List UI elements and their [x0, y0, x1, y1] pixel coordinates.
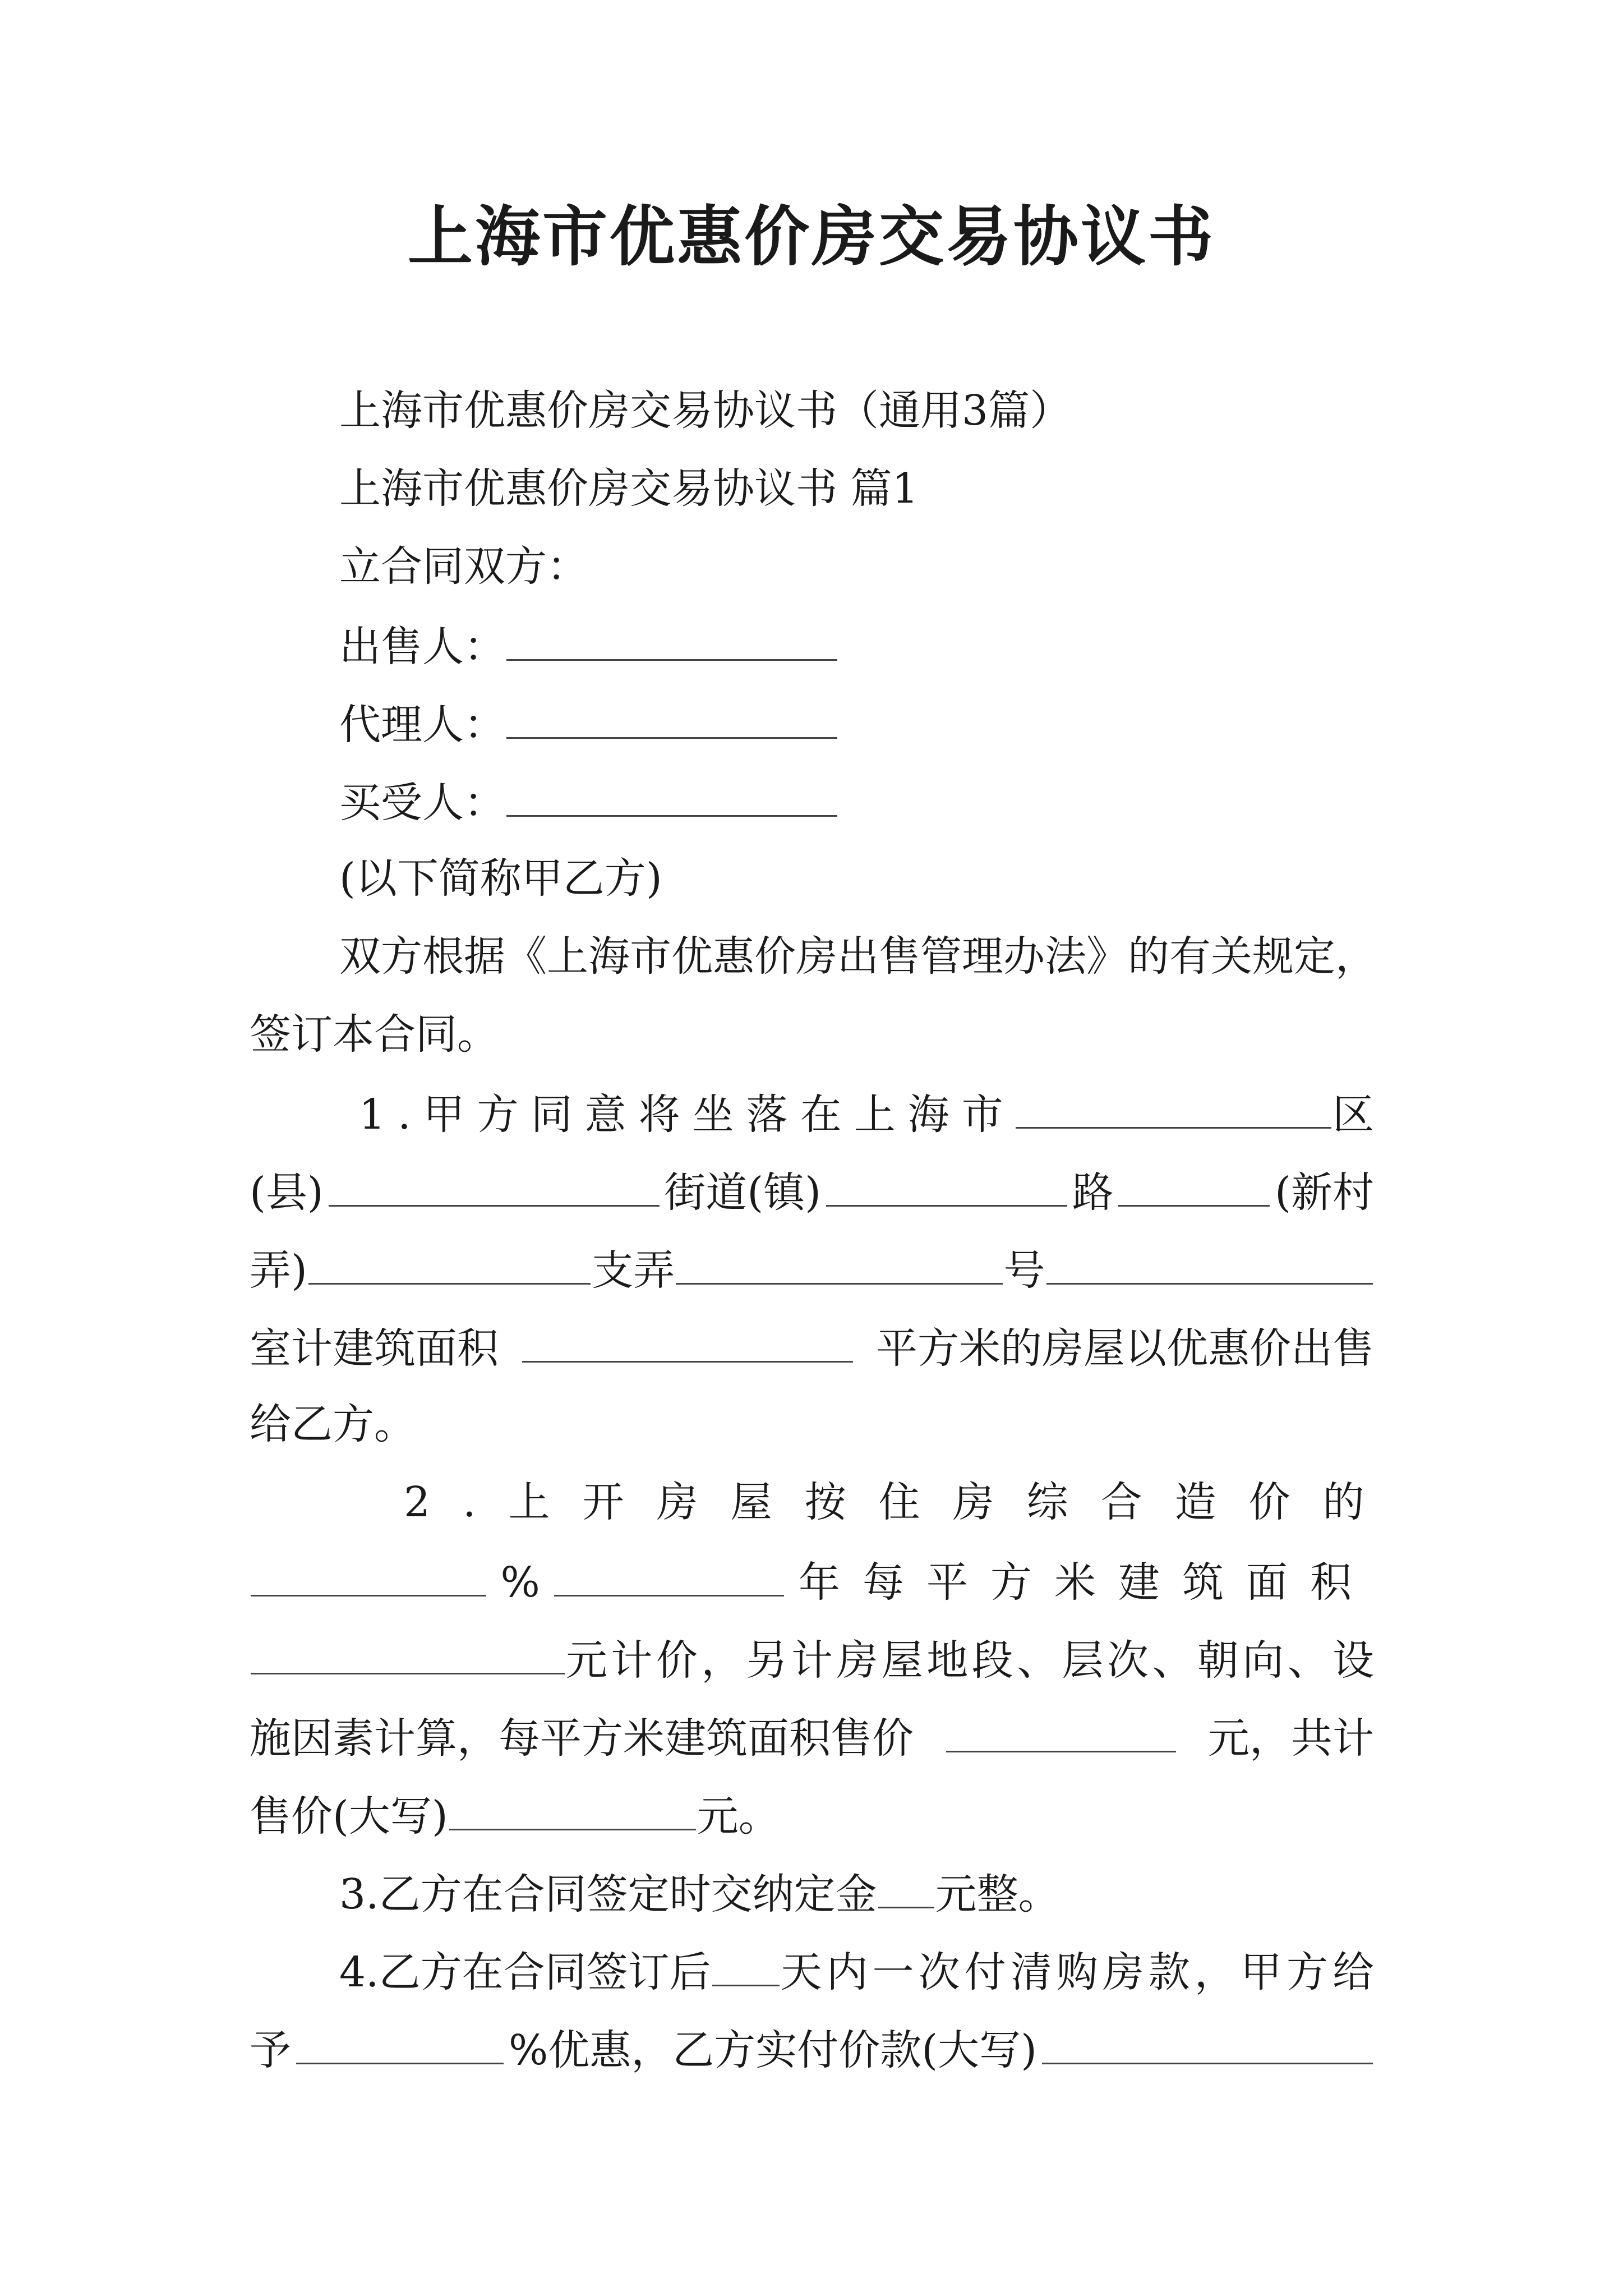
- unit-price-blank[interactable]: [946, 1709, 1176, 1752]
- sublane-blank[interactable]: [676, 1241, 1002, 1285]
- clause2-line2-text: 年每平方米建筑面积: [798, 1558, 1374, 1607]
- agent-line: [339, 696, 838, 752]
- clause1-line4: [250, 1319, 1374, 1375]
- clause1-text: 1.甲方同意将坐落在上海市: [359, 1091, 1016, 1139]
- percent-blank[interactable]: [251, 1553, 486, 1596]
- clause2-line4-text: 施因素计算，每平方米建筑面积售价: [250, 1714, 914, 1763]
- clause2-line5: [250, 1787, 1374, 1843]
- discount-blank[interactable]: [296, 2021, 504, 2064]
- number-label: 号: [1003, 1246, 1045, 1295]
- buyer-blank[interactable]: [506, 774, 837, 817]
- price-base-blank[interactable]: [251, 1631, 565, 1674]
- section-heading: 上海市优惠价房交易协议书 篇1: [339, 464, 919, 513]
- basis-paragraph-line1: 双方根据《上海市优惠价房出售管理办法》的有关规定，: [339, 932, 1377, 981]
- area-unit-text: 平方米的房屋以优惠价出售: [876, 1324, 1374, 1373]
- room-area-label: 室计建筑面积: [250, 1324, 499, 1373]
- buyer-label: 买受人：: [339, 779, 505, 827]
- clause4-line2-text: %优惠，乙方实付价款(大写): [508, 2026, 1037, 2074]
- clause2-text: 2.上开房屋按住房综合造价的: [404, 1478, 1397, 1526]
- clause2-line4-end: 元，共计: [1208, 1714, 1374, 1763]
- percent-sign: %: [500, 1558, 540, 1607]
- area-blank[interactable]: [522, 1319, 853, 1363]
- parties-heading: 立合同双方：: [339, 542, 588, 591]
- days-blank[interactable]: [712, 1943, 780, 1986]
- agent-blank[interactable]: [506, 696, 837, 739]
- basis-paragraph-line2: 签订本合同。: [250, 1010, 499, 1059]
- clause4-line1: [339, 1943, 1374, 1999]
- actual-payment-blank[interactable]: [1042, 2021, 1373, 2064]
- clause2-line3-text: 元计价，另计房屋地段、层次、朝向、设: [566, 1636, 1374, 1685]
- clause2-line2: [250, 1553, 1374, 1609]
- total-price-label: 售价(大写): [250, 1792, 448, 1841]
- clause2-line4: [250, 1709, 1374, 1765]
- clause4-text: 4.乙方在合同签订后: [339, 1948, 711, 1996]
- clause4-line2: [250, 2021, 1374, 2077]
- total-price-unit: 元。: [697, 1792, 780, 1841]
- street-label: 街道(镇): [664, 1168, 822, 1217]
- clause3-line: [339, 1865, 1374, 1921]
- document-title: 上海市优惠价房交易协议书: [408, 199, 1215, 275]
- district-label: 区: [1332, 1091, 1374, 1139]
- county-label: (县): [250, 1168, 324, 1217]
- seller-blank[interactable]: [506, 618, 837, 661]
- clause1-line5: 给乙方。: [250, 1400, 416, 1448]
- document-subtitle: 上海市优惠价房交易协议书（通用3篇）: [339, 386, 1072, 435]
- total-price-blank[interactable]: [449, 1787, 696, 1830]
- clause1-line1: [359, 1085, 1374, 1142]
- abbreviation-note: (以下简称甲乙方): [339, 854, 662, 903]
- street-blank[interactable]: [826, 1163, 1067, 1207]
- lane-blank[interactable]: [308, 1241, 591, 1285]
- clause4-line2-start: 予: [250, 2026, 291, 2074]
- road-blank[interactable]: [1118, 1163, 1270, 1207]
- number-blank[interactable]: [1046, 1241, 1373, 1285]
- year-blank[interactable]: [554, 1553, 784, 1596]
- clause2-line1: [404, 1475, 1397, 1529]
- clause4-line1-end: 天内一次付清购房款，甲方给: [780, 1948, 1374, 1996]
- road-label: 路: [1072, 1168, 1114, 1217]
- sublane-label: 支弄: [592, 1246, 675, 1295]
- newvillage-label: (新村: [1275, 1168, 1374, 1217]
- clause3-end: 元整。: [935, 1870, 1060, 1918]
- clause3-text: 3.乙方在合同签定时交纳定金: [339, 1870, 877, 1918]
- lane-label: 弄): [250, 1246, 307, 1295]
- clause2-line3: [250, 1631, 1374, 1687]
- buyer-line: [339, 774, 838, 830]
- clause1-line2: [250, 1163, 1374, 1220]
- county-blank[interactable]: [329, 1163, 660, 1207]
- seller-label: 出售人：: [339, 623, 505, 671]
- deposit-blank[interactable]: [878, 1865, 934, 1908]
- clause1-line3: [250, 1241, 1374, 1297]
- seller-line: [339, 618, 838, 674]
- district-blank[interactable]: [1016, 1085, 1331, 1129]
- agent-label: 代理人：: [339, 701, 505, 749]
